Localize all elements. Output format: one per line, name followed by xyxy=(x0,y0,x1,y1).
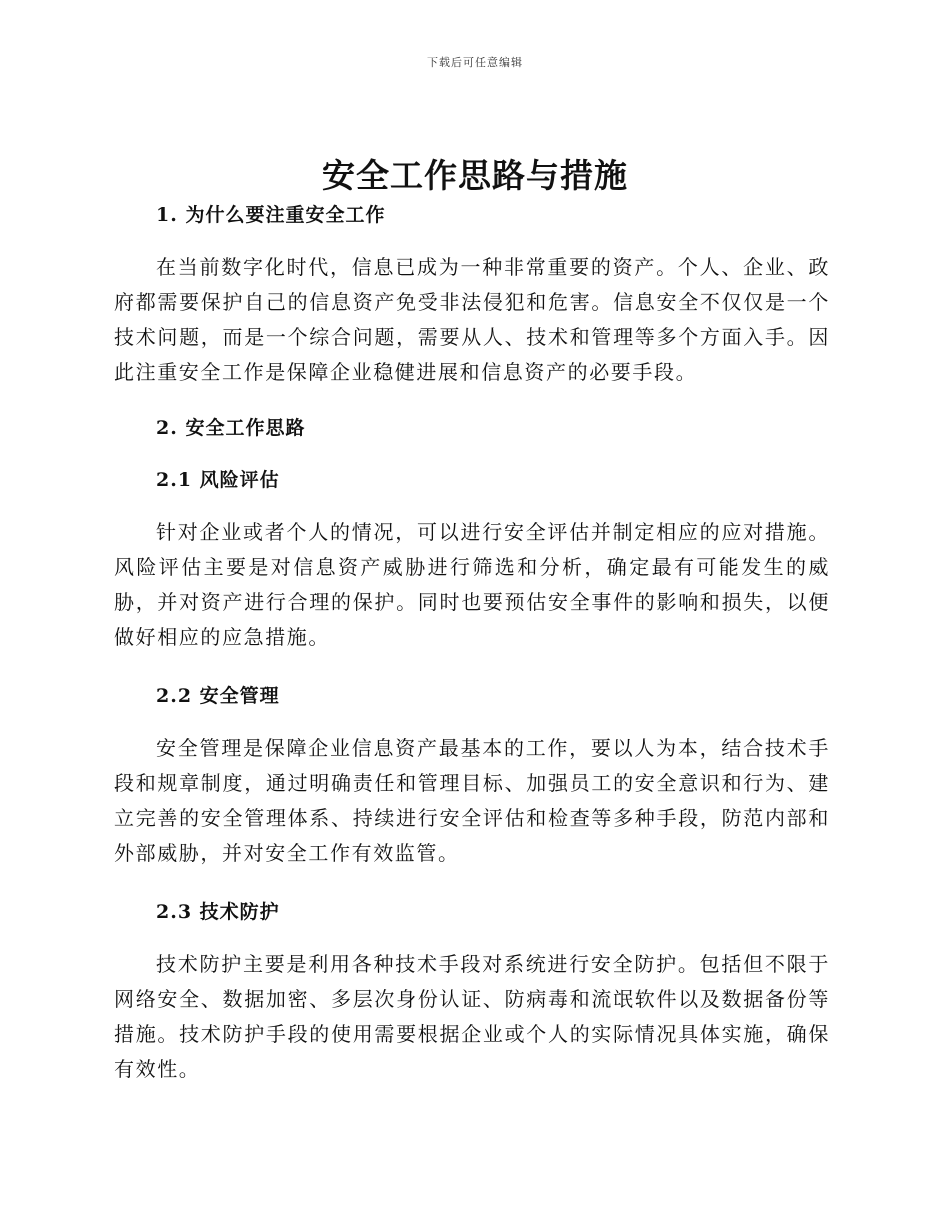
section-heading-technical-protection: 2.3 技术防护 xyxy=(156,901,280,923)
document-body xyxy=(114,198,830,1087)
section-heading-security-management: 2.2 安全管理 xyxy=(156,685,280,707)
section-paragraph-technical-protection: 技术防护主要是利用各种技术手段对系统进行安全防护。包括但不限于网络安全、数据加密、多层次身份认证、防病毒和流氓软件以及数据备份等措施。技术防护手段的使用需要根据企业或个人的实际情况具体实施，确保有效性。 xyxy=(114,952,830,1081)
section-heading-why-security: 1. 为什么要注重安全工作 xyxy=(156,204,386,226)
section-heading-security-approach: 2. 安全工作思路 xyxy=(156,417,306,439)
section-paragraph-why-security: 在当前数字化时代，信息已成为一种非常重要的资产。个人、企业、政府都需要保护自己的信息资产免受非法侵犯和危害。信息安全不仅仅是一个技术问题，而是一个综合问题，需要从人、技术和管理等多个方面入手。因此注重安全工作是保障企业稳健进展和信息资产的必要手段。 xyxy=(114,255,830,384)
section-paragraph-security-management: 安全管理是保障企业信息资产最基本的工作，要以人为本，结合技术手段和规章制度，通过明确责任和管理目标、加强员工的安全意识和行为、建立完善的安全管理体系、持续进行安全评估和检查等多种手段，防范内部和外部威胁，并对安全工作有效监管。 xyxy=(114,736,830,865)
document-title: 安全工作思路与措施 xyxy=(322,156,628,195)
section-paragraph-risk-assessment: 针对企业或者个人的情况，可以进行安全评估并制定相应的应对措施。风险评估主要是对信息资产威胁进行筛选和分析，确定最有可能发生的威胁，并对资产进行合理的保护。同时也要预估安全事件的影响和损失，以便做好相应的应急措施。 xyxy=(114,520,830,649)
section-heading-risk-assessment: 2.1 风险评估 xyxy=(156,469,280,491)
page-header-note: 下载后可任意编辑 xyxy=(427,56,523,69)
